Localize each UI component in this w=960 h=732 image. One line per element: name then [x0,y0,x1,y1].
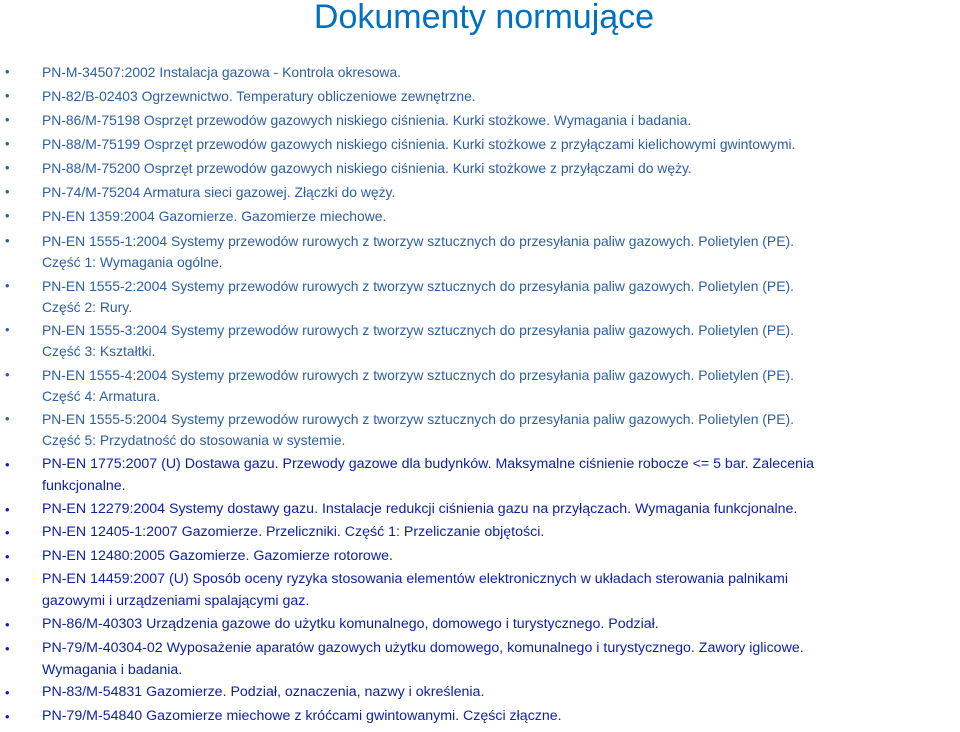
item-text: PN-86/M-75198 Osprzęt przewodów gazowych niskiego ciśnienia. Kurki stożkowe. Wymagania i badania. [42,112,692,128]
bullet-icon: • [5,367,10,382]
item-text: PN-79/M-40304-02 Wyposażenie aparatów gazowych użytku domowego, komunalnego i turystycznego. Zawory iglicowe. [42,640,804,656]
list-item [5,276,957,317]
list-item [5,569,957,612]
item-text: PN-82/B-02403 Ogrzewnictwo. Temperatury obliczeniowe zewnętrzne. [42,88,476,104]
list-item [5,86,957,107]
bullet-icon: • [5,233,10,248]
item-text: PN-EN 1555-2:2004 Systemy przewodów rurowych z tworzyw sztucznych do przesyłania paliw gazowych. Polietylen (PE). [42,278,794,294]
bullet-icon: • [5,709,10,724]
item-text: PN-86/M-40303 Urządzenia gazowe do użytku komunalnego, domowego i turystycznego. Podział. [42,616,659,632]
item-text-continuation: Część 3: Kształtki. [42,342,156,359]
list-item [5,638,957,681]
list-item [5,110,957,131]
bullet-icon: • [5,411,10,426]
item-text: PN-EN 1555-5:2004 Systemy przewodów rurowych z tworzyw sztucznych do przesyłania paliw gazowych. Polietylen (PE). [42,411,794,427]
list-item [5,706,957,728]
item-text: PN-M-34507:2002 Instalacja gazowa - Kontrola okresowa. [42,64,402,80]
list-item [5,454,957,497]
list-item [5,231,957,272]
bullet-icon: • [5,88,10,103]
list-item [5,614,957,636]
bullet-icon: • [5,572,10,587]
bullet-icon: • [5,112,10,127]
list-item [5,409,957,450]
bullet-icon: • [5,160,10,175]
bullet-icon: • [5,208,10,223]
bullet-icon: • [5,64,10,79]
item-text: PN-83/M-54831 Gazomierze. Podział, oznaczenia, nazwy i określenia. [42,684,485,700]
item-text: PN-EN 14459:2007 (U) Sposób oceny ryzyka stosowania elementów elektronicznych w układach sterowania palnikami [42,571,789,587]
bullet-icon: • [5,278,10,293]
bullet-icon: • [5,184,10,199]
item-text-continuation: Część 1: Wymagania ogólne. [42,253,223,270]
list-item [5,158,957,179]
list-item [5,320,957,361]
item-text: PN-EN 1775:2007 (U) Dostawa gazu. Przewody gazowe dla budynków. Maksymalne ciśnienie robocze <= 5 bar. Zalecenia [42,456,815,472]
bullet-icon: • [5,322,10,337]
bullet-icon: • [5,136,10,151]
item-text-continuation: Część 5: Przydatność do stosowania w systemie. [42,431,346,448]
item-text: PN-74/M-75204 Armatura sieci gazowej. Złączki do węży. [42,184,396,200]
item-text-continuation: Wymagania i badania. [42,661,183,678]
list-item [5,682,957,704]
item-text-continuation: Część 4: Armatura. [42,387,161,404]
bullet-icon: • [5,617,10,632]
item-text: PN-EN 1555-1:2004 Systemy przewodów rurowych z tworzyw sztucznych do przesyłania paliw gazowych. Polietylen (PE). [42,233,794,249]
bullet-icon: • [5,525,10,540]
page-title: Dokumenty normujące [313,0,655,36]
item-text: PN-79/M-54840 Gazomierze miechowe z króćcami gwintowanymi. Części złączne. [42,708,562,724]
item-text: PN-EN 12279:2004 Systemy dostawy gazu. Instalacje redukcji ciśnienia gazu na przyłączach. Wymagania funkcjonalne. [42,501,798,517]
item-text: PN-EN 1555-3:2004 Systemy przewodów rurowych z tworzyw sztucznych do przesyłania paliw gazowych. Polietylen (PE). [42,322,794,338]
item-text-continuation: gazowymi i urządzeniami spalającymi gaz. [42,592,310,609]
item-text-continuation: funkcjonalne. [42,477,126,494]
list-item [5,134,957,155]
list-item [5,522,957,544]
item-text: PN-EN 1359:2004 Gazomierze. Gazomierze miechowe. [42,208,387,224]
list-item [5,499,957,521]
list-item [5,182,957,203]
item-text: PN-88/M-75199 Osprzęt przewodów gazowych niskiego ciśnienia. Kurki stożkowe z przyłączami kielichowymi gwintowymi. [42,136,796,152]
item-text: PN-EN 1555-4:2004 Systemy przewodów rurowych z tworzyw sztucznych do przesyłania paliw gazowych. Polietylen (PE). [42,367,794,383]
item-text-continuation: Część 2: Rury. [42,298,133,315]
list-item [5,365,957,406]
bullet-icon: • [5,549,10,564]
list-item [5,62,957,83]
bullet-icon: • [5,641,10,656]
bullet-icon: • [5,457,10,472]
item-text: PN-EN 12480:2005 Gazomierze. Gazomierze rotorowe. [42,548,393,564]
item-text: PN-88/M-75200 Osprzęt przewodów gazowych niskiego ciśnienia. Kurki stożkowe z przyłączami do węży. [42,160,692,176]
item-text: PN-EN 12405-1:2007 Gazomierze. Przeliczniki. Część 1: Przeliczanie objętości. [42,524,545,540]
bullet-icon: • [5,685,10,700]
list-item [5,206,957,227]
list-item [5,546,957,568]
bullet-icon: • [5,502,10,517]
